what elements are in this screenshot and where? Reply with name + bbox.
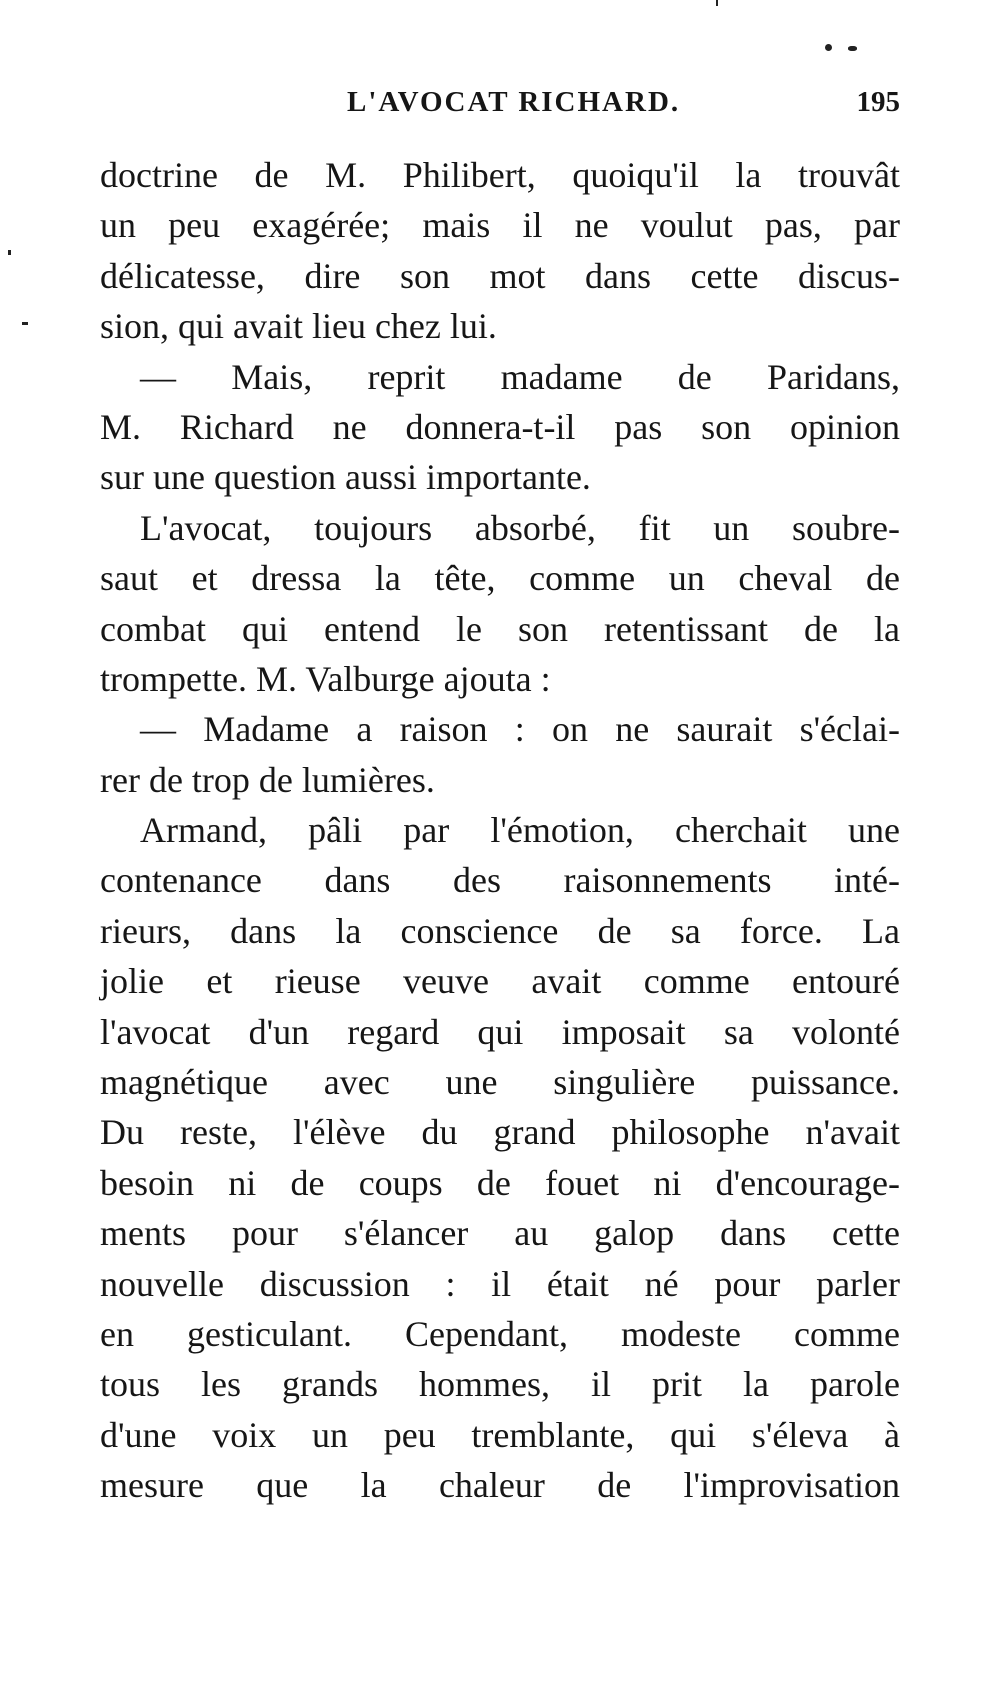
- running-title: L'AVOCAT RICHARD.: [347, 86, 681, 118]
- text-line: Armand, pâli par l'émotion, cherchait une: [140, 810, 900, 851]
- text-line: M. Richard ne donnera-t-il pas son opinion: [100, 406, 900, 447]
- body-text: [100, 150, 900, 1511]
- scan-speck: [716, 0, 718, 6]
- text-line: rer de trop de lumières.: [100, 759, 435, 800]
- text-line: trompette. M. Valburge ajouta :: [100, 658, 551, 699]
- page-number: 195: [856, 86, 900, 118]
- scan-speck: [22, 322, 28, 325]
- text-line: rieurs, dans la conscience de sa force. La: [100, 910, 900, 951]
- text-line: jolie et rieuse veuve avait comme entouré: [100, 961, 900, 1002]
- text-line: L'avocat, toujours absorbé, fit un soubre-: [140, 507, 900, 548]
- text-line: nouvelle discussion : il était né pour parler: [100, 1263, 900, 1304]
- text-line: un peu exagérée; mais il ne voulut pas, par: [100, 205, 900, 246]
- text-line: — Mais, reprit madame de Paridans,: [140, 356, 900, 397]
- text-line: d'une voix un peu tremblante, qui s'éleva à: [100, 1414, 900, 1455]
- page-header: [100, 86, 900, 126]
- scan-speck: [825, 44, 832, 51]
- text-line: doctrine de M. Philibert, quoiqu'il la trouvât: [100, 155, 900, 195]
- text-line: ments pour s'élancer au galop dans cette: [100, 1213, 900, 1254]
- text-line: délicatesse, dire son mot dans cette discus-: [100, 255, 900, 296]
- text-line: mesure que la chaleur de l'improvisation: [100, 1465, 900, 1506]
- text-line: sion, qui avait lieu chez lui.: [100, 306, 497, 347]
- text-line: en gesticulant. Cependant, modeste comme: [100, 1313, 900, 1354]
- text-line: magnétique avec une singulière puissance.: [100, 1062, 900, 1103]
- scan-speck: [8, 250, 11, 255]
- text-line: besoin ni de coups de fouet ni d'encourage-: [100, 1162, 900, 1203]
- text-line: combat qui entend le son retentissant de la: [100, 608, 900, 649]
- text-line: contenance dans des raisonnements inté-: [100, 860, 900, 901]
- text-line: saut et dressa la tête, comme un cheval de: [100, 558, 900, 599]
- text-line: Du reste, l'élève du grand philosophe n'avait: [100, 1112, 900, 1153]
- text-line: sur une question aussi importante.: [100, 457, 591, 498]
- text-line: — Madame a raison : on ne saurait s'éclai-: [140, 709, 900, 750]
- scan-speck: [848, 46, 857, 51]
- text-line: l'avocat d'un regard qui imposait sa volonté: [100, 1011, 900, 1052]
- text-line: tous les grands hommes, il prit la parole: [100, 1364, 900, 1405]
